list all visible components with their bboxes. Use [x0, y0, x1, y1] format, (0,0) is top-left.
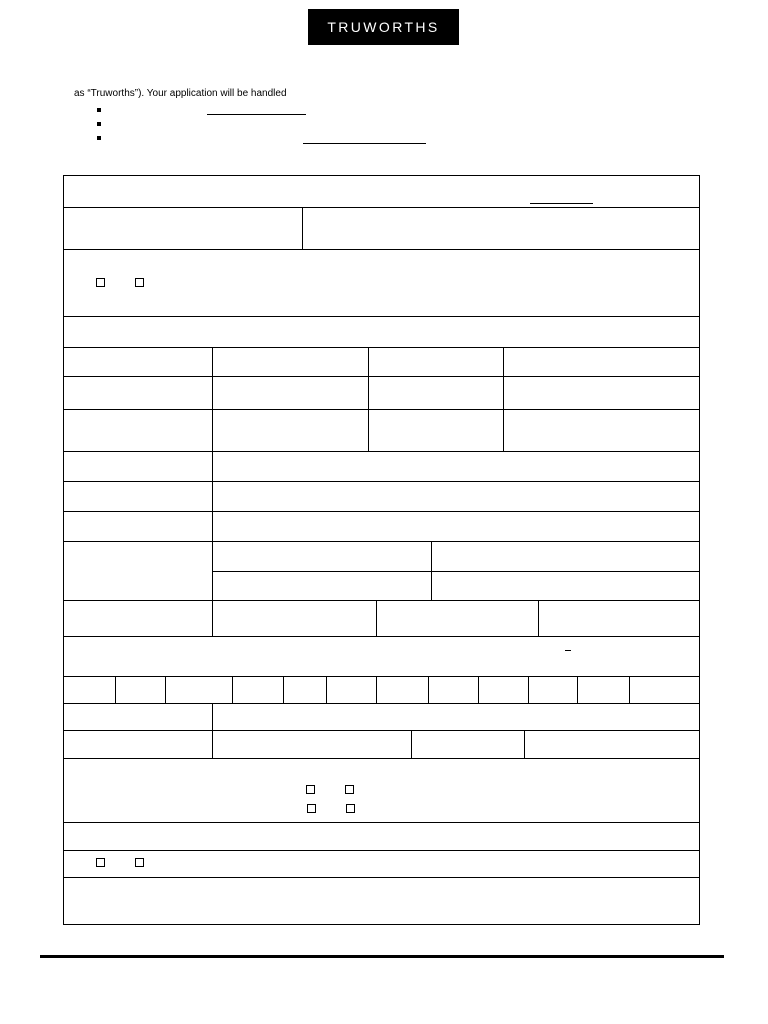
footer-rule: [40, 955, 724, 958]
blank-line-2[interactable]: [303, 143, 426, 144]
col-divider: [302, 207, 303, 249]
col-divider: [212, 451, 213, 636]
row-divider: [63, 409, 700, 410]
row-divider: [63, 877, 700, 878]
bullet-2: [97, 122, 101, 126]
row-divider: [63, 758, 700, 759]
col-divider: [283, 676, 284, 703]
row-divider: [63, 207, 700, 208]
checkbox-no[interactable]: [345, 785, 354, 794]
row-divider: [63, 316, 700, 317]
row-divider: [63, 600, 700, 601]
blank-line-1[interactable]: [207, 114, 306, 115]
col-divider: [368, 347, 369, 451]
checkbox-no[interactable]: [346, 804, 355, 813]
checkbox-yes[interactable]: [306, 785, 315, 794]
row-divider: [63, 511, 700, 512]
col-divider: [115, 676, 116, 703]
checkbox-no[interactable]: [135, 858, 144, 867]
row-divider: [63, 541, 700, 542]
row-divider: [63, 249, 700, 250]
checkbox-yes[interactable]: [96, 278, 105, 287]
row-divider: [63, 636, 700, 637]
col-divider: [478, 676, 479, 703]
row-divider: [63, 347, 700, 348]
row-divider: [63, 376, 700, 377]
col-divider: [431, 541, 432, 600]
col-divider: [411, 730, 412, 758]
row-divider: [63, 730, 700, 731]
checkbox-yes[interactable]: [307, 804, 316, 813]
col-divider: [524, 730, 525, 758]
col-divider: [538, 600, 539, 636]
col-divider: [326, 676, 327, 703]
col-divider: [528, 676, 529, 703]
truworths-logo: [308, 9, 459, 45]
col-divider: [428, 676, 429, 703]
row-divider: [63, 703, 700, 704]
checkbox-yes[interactable]: [96, 858, 105, 867]
checkbox-no[interactable]: [135, 278, 144, 287]
col-divider: [376, 676, 377, 703]
row-divider: [63, 676, 700, 677]
row-divider: [63, 451, 700, 452]
col-divider: [212, 703, 213, 758]
col-divider: [629, 676, 630, 703]
logo-text: TRUWORTHS: [327, 19, 440, 35]
bullet-3: [97, 136, 101, 140]
col-divider: [232, 676, 233, 703]
col-divider: [503, 347, 504, 451]
row-divider: [63, 850, 700, 851]
row-divider: [63, 481, 700, 482]
bullet-1: [97, 108, 101, 112]
blank-line-header[interactable]: [530, 203, 593, 204]
intro-text: as “Truworths”). Your application will be handled: [74, 88, 287, 99]
row-divider: [212, 571, 700, 572]
col-divider: [577, 676, 578, 703]
col-divider: [212, 347, 213, 451]
small-dash: [565, 650, 571, 651]
col-divider: [376, 600, 377, 636]
application-form-table: [63, 175, 700, 925]
row-divider: [63, 822, 700, 823]
col-divider: [165, 676, 166, 703]
